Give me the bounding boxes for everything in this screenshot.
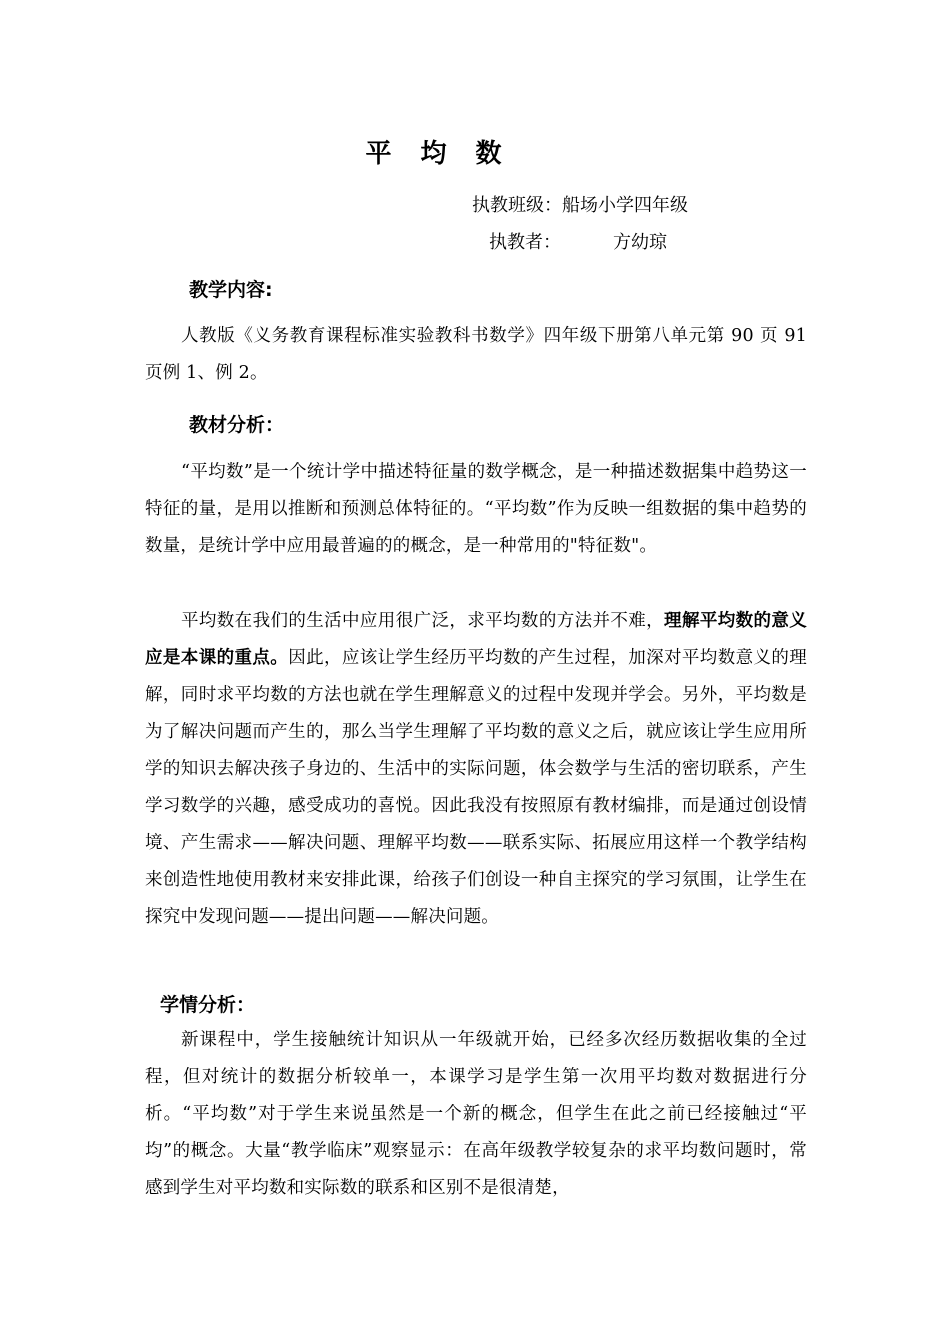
section-heading-material: 教材分析： <box>189 414 285 436</box>
material-paragraph-2-end: 因此，应该让学生经历平均数的产生过程，加深对平均数意义的理解，同时求平均数的方法也就在学生理解意义的过程中发现并学会。另外，平均数是为了解决问题而产生的，那么当学生理解了平均数的意义之后，就应该让学生应用所学的知识去解决孩子身边的、生活中的实际问题，体会数学与生活的密切联系，产生学习数学的兴趣，感受成功的喜悦。因此我没有按照原有教材编排，而是通过创设情境、产生需求——解决问题、理解平均数——联系实际、拓展应用这样一个教学结构来创造性地使用教材来安排此课，给孩子们创设一种自主探究的学习氛围，让学生在探究中发现问题——提出问题——解决问题。 <box>145 648 807 927</box>
teacher-label: 执教者： <box>489 232 561 253</box>
document-title: 平 均 数 <box>365 139 512 169</box>
content-paragraph: 人教版《义务教育课程标准实验教科书数学》四年级下册第八单元第 90 页 91 页例 1、例 2。 <box>145 326 807 383</box>
material-paragraph-2 <box>145 603 807 936</box>
students-paragraph: 新课程中，学生接触统计知识从一年级就开始，已经多次经历数据收集的全过程，但对统计的数据分析较单一，本课学习是学生第一次用平均数对数据进行分析。“平均数”对于学生来说虽然是一个新的概念，但学生在此之前已经接触过“平均”的概念。大量“教学临床”观察显示：在高年级教学较复杂的求平均数问题时，常感到学生对平均数和实际数的联系和区别不是很清楚， <box>145 1030 807 1198</box>
section-heading-students: 学情分析： <box>160 994 256 1016</box>
key-point-emphasis: 理解平均数的意义应是本课的重点。 <box>145 611 807 668</box>
teaching-class-value: 船场小学四年级 <box>562 195 688 216</box>
teacher-name: 方幼琼 <box>613 232 667 253</box>
section-heading-content: 教学内容: <box>189 279 273 301</box>
teaching-class-line <box>472 191 688 217</box>
material-paragraph-2-start: 平均数在我们的生活中应用很广泛，求平均数的方法并不难， <box>181 611 665 631</box>
teaching-class-label: 执教班级： <box>472 195 562 216</box>
teacher-line <box>489 228 667 254</box>
material-paragraph-1: “平均数”是一个统计学中描述特征量的数学概念，是一种描述数据集中趋势这一特征的量，是用以推断和预测总体特征的。“平均数”作为反映一组数据的集中趋势的数量，是统计学中应用最普遍的的概念，是一种常用的"特征数"。 <box>145 462 807 556</box>
